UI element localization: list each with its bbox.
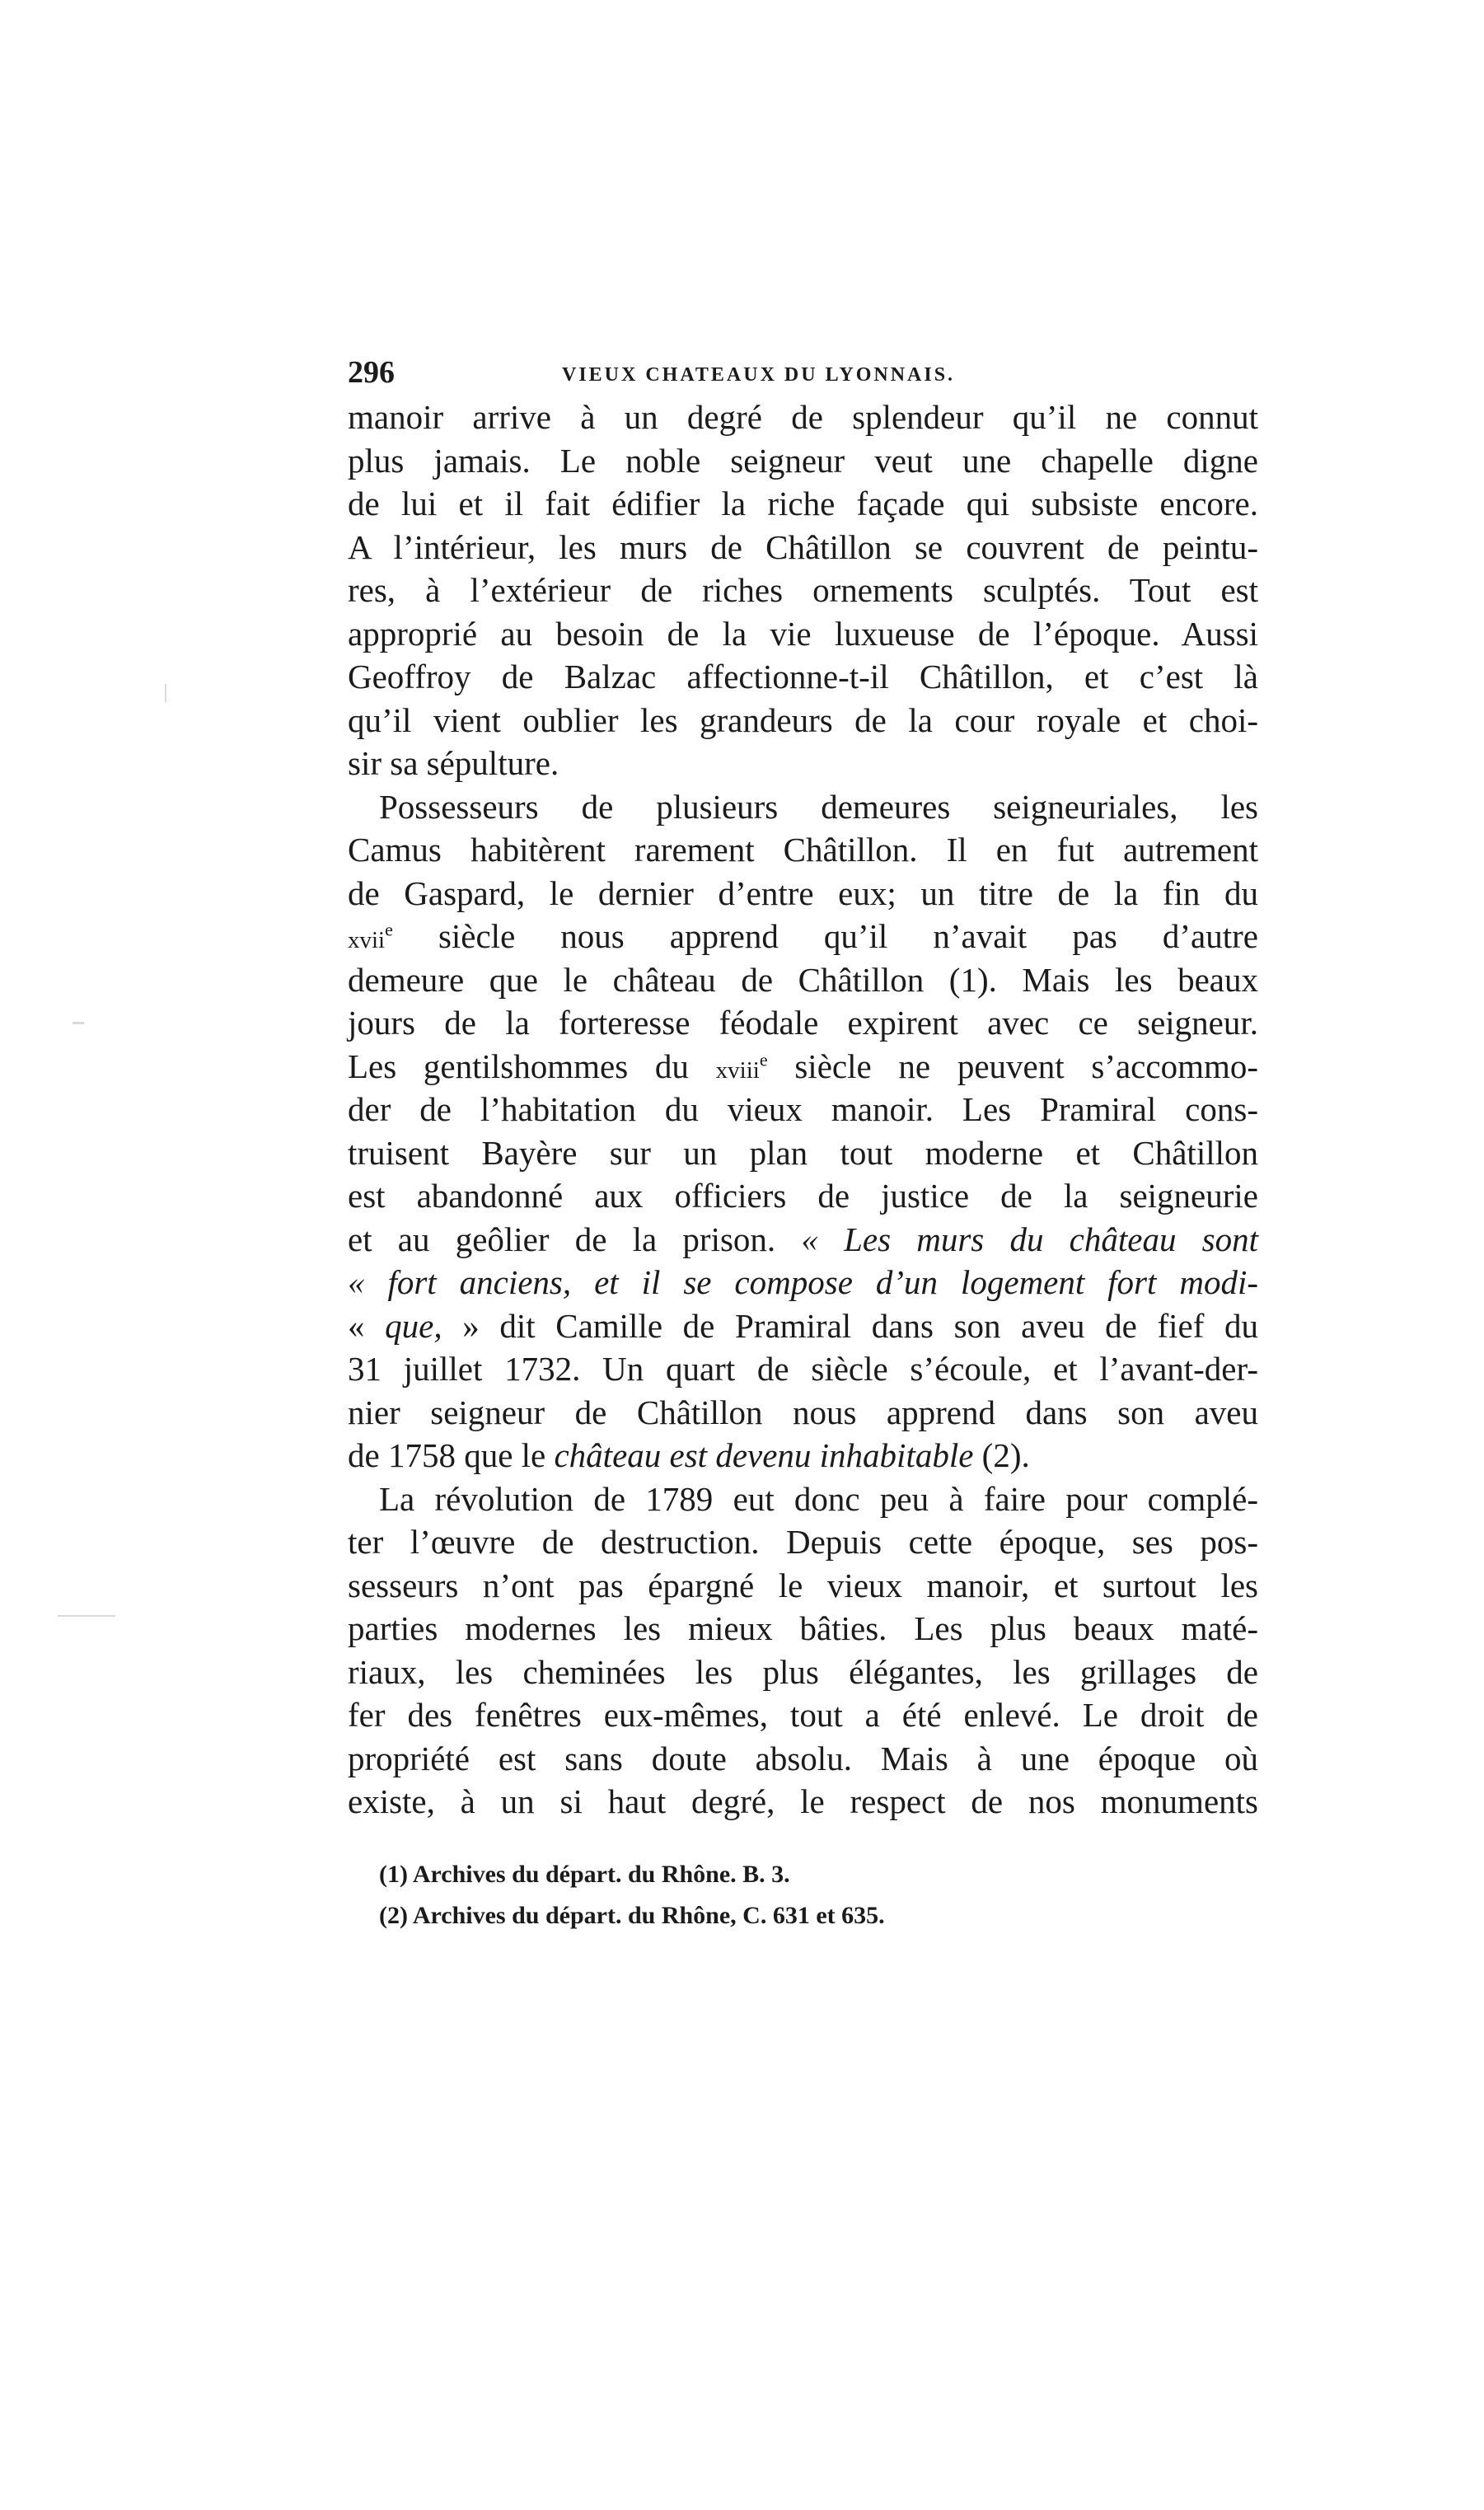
text-line: existe, à un si haut degré, le respect de nos monuments xyxy=(348,1782,1258,1820)
text-line: A l’intérieur, les murs de Châtillon se couvrent de peintu- xyxy=(348,527,1258,566)
text-line: plus jamais. Le noble seigneur veut une chapelle digne xyxy=(348,441,1258,480)
text-line: parties modernes les mieux bâties. Les plus beaux maté- xyxy=(348,1609,1258,1647)
text-line xyxy=(348,1434,1258,1477)
text-line: jours de la forteresse féodale expirent avec ce seigneur. xyxy=(348,1004,1258,1042)
margin-mark xyxy=(58,1615,115,1617)
text-line: truisent Bayère sur un plan tout moderne et Châtillon xyxy=(348,1133,1258,1172)
text-line: propriété est sans doute absolu. Mais à une époque où xyxy=(348,1739,1258,1777)
text-line: der de l’habitation du vieux manoir. Les Pramiral cons- xyxy=(348,1090,1258,1128)
text-line: riaux, les cheminées les plus élégantes, les grillages de xyxy=(348,1652,1258,1691)
quotation: « fort anciens, et il se compose d’un logement fort modi- xyxy=(348,1263,1258,1301)
century-numeral: xvii xyxy=(348,927,386,953)
page-number: 296 xyxy=(348,355,395,390)
text-line xyxy=(348,1218,1258,1262)
text-line: ter l’œuvre de destruction. Depuis cette époque, ses pos- xyxy=(348,1523,1258,1561)
text-line: de Gaspard, le dernier d’entre eux; un titre de la fin du xyxy=(348,873,1258,912)
text-line: manoir arrive à un degré de splendeur qu’il ne connut xyxy=(348,398,1258,436)
text-line: sesseurs n’ont pas épargné le vieux manoir, et surtout les xyxy=(348,1566,1258,1604)
text-fragment: de 1758 que le xyxy=(348,1436,546,1474)
margin-mark xyxy=(165,684,166,702)
quote-mark: » xyxy=(442,1306,480,1345)
text-line xyxy=(348,1304,1258,1348)
text-line: res, à l’extérieur de riches ornements sculptés. Tout est xyxy=(348,571,1258,609)
text-line: de lui et il fait édifier la riche façade qui subsiste encore. xyxy=(348,485,1258,522)
quotation: que, xyxy=(385,1306,442,1345)
text-fragment: (2). xyxy=(981,1436,1030,1474)
body-text xyxy=(348,396,1258,1824)
text-line xyxy=(348,915,1258,958)
footnotes xyxy=(379,1854,1203,1936)
running-title: VIEUX CHATEAUX DU LYONNAIS. xyxy=(562,364,956,386)
text-fragment: dit Camille de Pramiral dans son aveu de fief du xyxy=(499,1306,1259,1345)
paragraph-start-line: Possesseurs de plusieurs demeures seigneuriales, les xyxy=(379,787,1258,826)
quote-mark: « xyxy=(348,1306,386,1345)
footnote: (2) Archives du départ. du Rhône, C. 631 et 635. xyxy=(379,1902,885,1929)
text-line: approprié au besoin de la vie luxueuse de l’époque. Aussi xyxy=(348,614,1258,653)
quotation: château est devenu inhabitable xyxy=(554,1436,974,1474)
text-line: nier seigneur de Châtillon nous apprend dans son aveu xyxy=(348,1393,1258,1431)
superscript: e xyxy=(385,919,393,940)
text-fragment: Les gentilshommes du xyxy=(348,1047,689,1085)
text-line: qu’il vient oublier les grandeurs de la cour royale et choi- xyxy=(348,700,1258,739)
text-line xyxy=(348,1261,1258,1304)
text-line: 31 juillet 1732. Un quart de siècle s’écoule, et l’avant-der- xyxy=(348,1350,1258,1388)
text-line xyxy=(348,1045,1258,1089)
text-line: fer des fenêtres eux-mêmes, tout a été enlevé. Le droit de xyxy=(348,1696,1258,1734)
text-line: Geoffroy de Balzac affectionne-t-il Châtillon, et c’est là xyxy=(348,658,1258,695)
text-fragment: siècle ne peuvent s’accommo- xyxy=(794,1047,1258,1085)
paragraph-start-line: La révolution de 1789 eut donc peu à faire pour complé- xyxy=(379,1479,1258,1518)
text-line: est abandonné aux officiers de justice de la seigneurie xyxy=(348,1177,1258,1215)
text-line: sir sa sépulture. xyxy=(348,744,559,782)
century-numeral: xviii xyxy=(715,1056,760,1084)
superscript: e xyxy=(759,1048,768,1070)
footnote: (1) Archives du départ. du Rhône. B. 3. xyxy=(379,1861,790,1888)
text-line: Camus habitèrent rarement Châtillon. Il en fut autrement xyxy=(348,831,1258,869)
text-fragment: et au geôlier de la prison. xyxy=(348,1220,776,1258)
quotation: « Les murs du château sont xyxy=(801,1220,1258,1258)
margin-mark xyxy=(73,1022,84,1024)
text-fragment: siècle nous apprend qu’il n’avait pas d’autre xyxy=(438,917,1259,955)
text-line: demeure que le château de Châtillon (1). Mais les beaux xyxy=(348,960,1258,999)
